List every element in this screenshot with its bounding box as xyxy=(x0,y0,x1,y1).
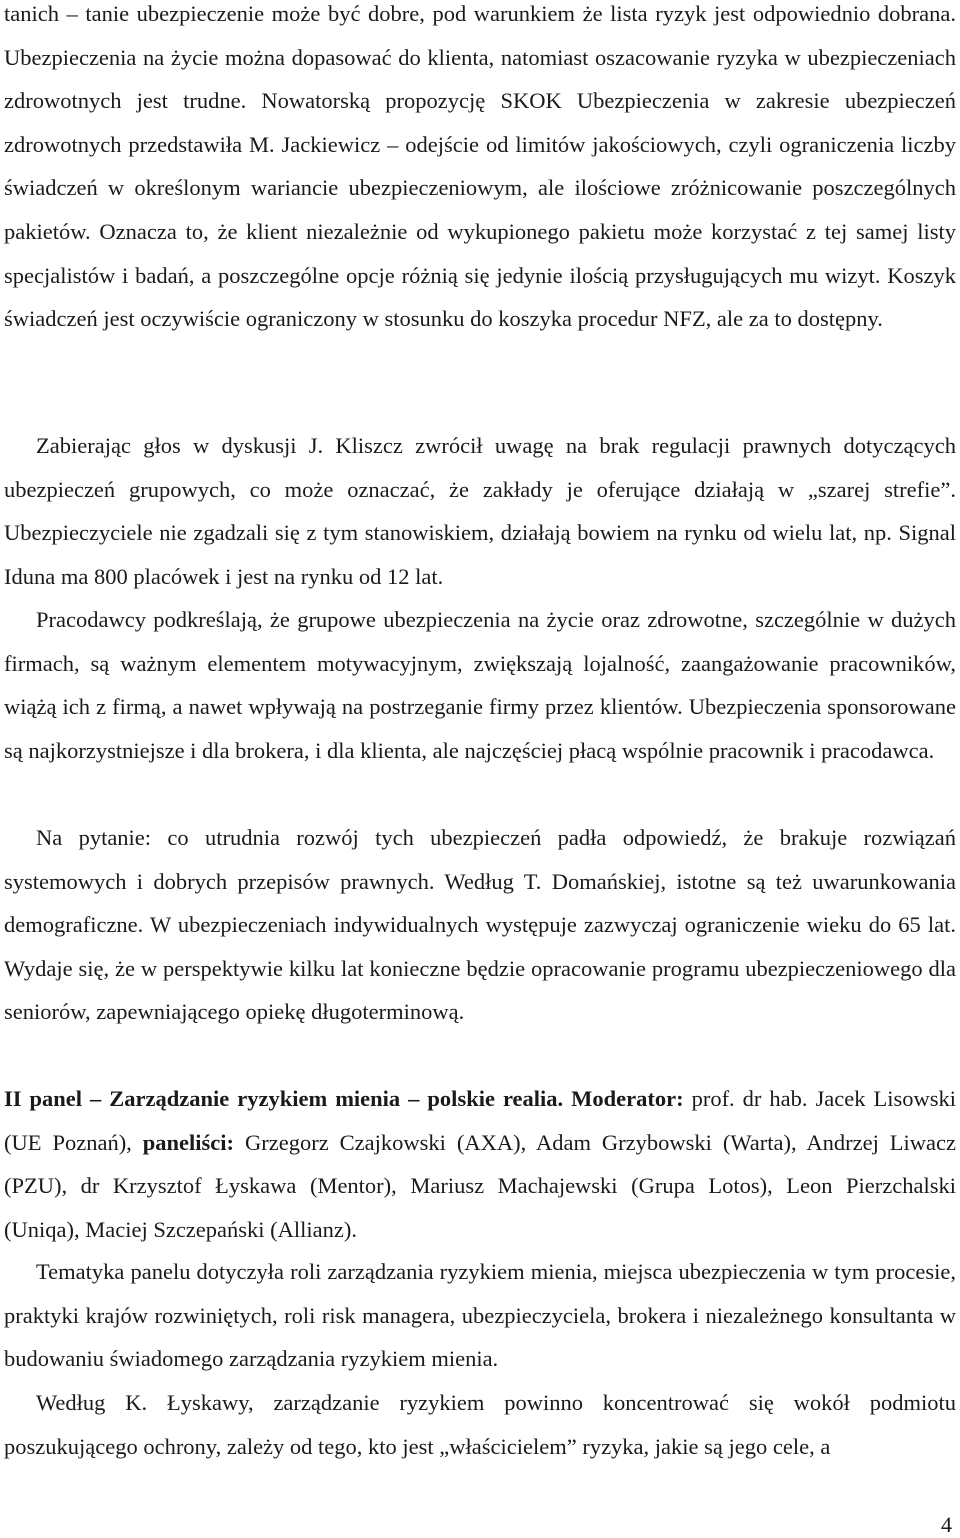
paragraph-panel-topics: Tematyka panelu dotyczyła roli zarządzania ryzykiem mienia, miejsca ubezpieczenia w tym procesie, praktyki krajów rozwiniętych, roli risk managera, ubezpieczyciela, brokera i niezależnego konsultanta w budowaniu świadomego zarządzania ryzykiem mienia. xyxy=(4,1259,956,1372)
paragraph-insurance-health: tanich – tanie ubezpieczenie może być dobre, pod warunkiem że lista ryzyk jest odpowiednio dobrana. Ubezpieczenia na życie można dopasować do klienta, natomiast oszacowanie ryzyka w ubezpieczeniach zdrowotnych jest trudne. Nowatorską propozycję SKOK Ubezpieczenia w zakresie ubezpieczeń zdrowotnych przedstawiła M. Jackiewicz – odejście od limitów jakościowych, czyli ograniczenia liczby świadczeń w określonym wariancie ubezpieczeniowym, ale ilościowe zróżnicowanie poszczególnych pakietów. Oznacza to, że klient niezależnie od wykupionego pakietu może korzystać z tej samej listy specjalistów i badań, a poszczególne opcje różnią się jedynie ilością przysługujących mu wizyt. Koszyk świadczeń jest oczywiście ograniczony w stosunku do koszyka procedur NFZ, ale za to dostępny. xyxy=(4,1,956,332)
paragraph-lyskawa: Według K. Łyskawy, zarządzanie ryzykiem powinno koncentrować się wokół podmiotu poszukującego ochrony, zależy od tego, kto jest „właścicielem” ryzyka, jakie są jego cele, a xyxy=(4,1390,956,1459)
panelists-text: Grzegorz Czajkowski (AXA), Adam Grzybowski (Warta), Andrzej Liwacz (PZU), dr Krzysztof Łyskawa (Mentor), Mariusz Machajewski (Grupa Lotos), Leon Pierzchalski (Uniqa), Maciej Szczepański (Allianz). xyxy=(4,1129,956,1242)
paragraph-development-barriers: Na pytanie: co utrudnia rozwój tych ubezpieczeń padła odpowiedź, że brakuje rozwiązań systemowych i dobrych przepisów prawnych. Według T. Domańskiej, istotne są też uwarunkowania demograficzne. W ubezpieczeniach indywidualnych występuje zazwyczaj ograniczenie wieku do 65 lat. Wydaje się, że w perspektywie kilku lat konieczne będzie opracowanie programu ubezpieczeniowego dla seniorów, zapewniającego opiekę długoterminową. xyxy=(4,825,956,1025)
moderator-text: prof. dr hab. Jacek Lisowski (UE Poznań), xyxy=(4,1086,956,1155)
panel-title: II panel – Zarządzanie ryzykiem mienia – polskie realia. Moderator: xyxy=(4,1086,684,1111)
panelists-label: paneliści: xyxy=(142,1129,235,1155)
paragraph-employers: Pracodawcy podkreślają, że grupowe ubezpieczenia na życie oraz zdrowotne, szczególnie w dużych firmach, są ważnym elementem motywacyjnym, zwiększają lojalność, zaangażowanie pracowników, wiążą ich z firmą, a nawet wpływają na postrzeganie firmy przez klientów. Ubezpieczenia sponsorowane są najkorzystniejsze i dla brokera, i dla klienta, ale najczęściej płacą wspólnie pracownik i pracodawca. xyxy=(4,607,956,763)
paragraph-panel-two-header xyxy=(0,1077,960,1251)
page-number: 4 xyxy=(941,1512,952,1537)
paragraph-group-insurance-regulation: Zabierając głos w dyskusji J. Kliszcz zwrócił uwagę na brak regulacji prawnych dotyczących ubezpieczeń grupowych, co może oznaczać, że zakłady je oferujące działają w „szarej strefie”. Ubezpieczyciele nie zgadzali się z tym stanowiskiem, działają bowiem na rynku od wielu lat, np. Signal Iduna ma 800 placówek i jest na rynku od 12 lat. xyxy=(4,433,956,589)
